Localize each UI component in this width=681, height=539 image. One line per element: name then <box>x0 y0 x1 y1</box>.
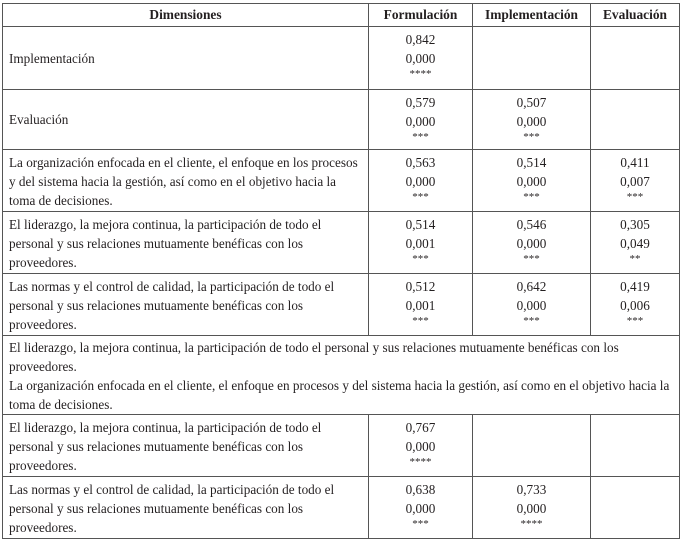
significance: **** <box>409 456 432 468</box>
coef: 0,512 <box>405 279 436 294</box>
evaluation-cell <box>591 477 680 539</box>
span-line-1: El liderazgo, la mejora continua, la participación de todo el personal y sus relaciones mutuamente benéficas con los proveedores. <box>9 340 619 374</box>
coef: 0,514 <box>405 217 436 232</box>
p-value: 0,001 <box>405 236 436 251</box>
implementation-cell <box>473 477 591 539</box>
implementation-cell <box>473 415 591 477</box>
table-row <box>3 90 680 150</box>
coef: 0,514 <box>516 155 547 170</box>
table-row <box>3 415 680 477</box>
significance: *** <box>523 191 540 203</box>
significance: ** <box>629 253 641 265</box>
formulation-cell <box>369 415 473 477</box>
significance: **** <box>409 68 432 80</box>
evaluation-cell <box>591 415 680 477</box>
p-value: 0,000 <box>516 501 547 516</box>
formulation-cell <box>369 90 473 150</box>
significance: *** <box>626 191 644 203</box>
p-value: 0,007 <box>620 174 650 189</box>
p-value: 0,049 <box>620 236 650 251</box>
p-value: 0,001 <box>405 298 436 313</box>
coef: 0,638 <box>405 482 436 497</box>
formulation-cell <box>369 27 473 90</box>
span-row <box>3 336 680 415</box>
significance: *** <box>412 191 429 203</box>
row-label: El liderazgo, la mejora continua, la participación de todo el personal y sus relaciones mutuamente benéficas con los proveedores. <box>3 415 369 477</box>
significance: *** <box>412 518 429 530</box>
formulation-cell <box>369 274 473 336</box>
span-cell <box>3 336 680 415</box>
coef: 0,767 <box>405 420 436 435</box>
formulation-cell <box>369 212 473 274</box>
span-line-2: La organización enfocada en el cliente, el enfoque en procesos y del sistema hacia la gestión, así como en el objetivo hacia la toma de decisiones. <box>9 378 670 412</box>
table-row <box>3 477 680 539</box>
row-label: La organización enfocada en el cliente, el enfoque en los procesos y del sistema hacia la gestión, así como en el objetivo hacia la toma de decisiones. <box>3 150 369 212</box>
evaluation-cell <box>591 150 680 212</box>
row-label: Las normas y el control de calidad, la participación de todo el personal y sus relaciones mutuamente benéficas con los proveedores. <box>3 274 369 336</box>
p-value: 0,000 <box>405 501 436 516</box>
implementation-cell <box>473 90 591 150</box>
p-value: 0,000 <box>405 114 436 129</box>
implementation-cell <box>473 27 591 90</box>
p-value: 0,000 <box>405 51 436 66</box>
table-row <box>3 150 680 212</box>
formulation-cell <box>369 150 473 212</box>
row-label: Las normas y el control de calidad, la participación de todo el personal y sus relaciones mutuamente benéficas con los proveedores. <box>3 477 369 539</box>
p-value: 0,000 <box>516 174 547 189</box>
evaluation-cell <box>591 212 680 274</box>
coef: 0,305 <box>620 217 650 232</box>
header-formulation: Formulación <box>369 4 473 27</box>
significance: *** <box>523 315 540 327</box>
significance: *** <box>412 131 429 143</box>
row-label: El liderazgo, la mejora continua, la participación de todo el personal y sus relaciones mutuamente benéficas con los proveedores. <box>3 212 369 274</box>
coef: 0,733 <box>516 482 547 497</box>
coef: 0,546 <box>516 217 547 232</box>
evaluation-cell <box>591 274 680 336</box>
header-evaluation: Evaluación <box>591 4 680 27</box>
coef: 0,419 <box>620 279 650 294</box>
header-dimensions: Dimensiones <box>3 4 369 27</box>
evaluation-cell <box>591 90 680 150</box>
header-row <box>3 4 680 27</box>
implementation-cell <box>473 150 591 212</box>
evaluation-cell <box>591 27 680 90</box>
p-value: 0,006 <box>620 298 650 313</box>
coef: 0,579 <box>405 95 436 110</box>
implementation-cell <box>473 274 591 336</box>
significance: *** <box>523 253 540 265</box>
table-row <box>3 27 680 90</box>
correlation-table <box>2 3 680 539</box>
row-label: Evaluación <box>3 90 369 150</box>
significance: *** <box>412 253 429 265</box>
p-value: 0,000 <box>516 298 547 313</box>
row-label: Implementación <box>3 27 369 90</box>
table-row <box>3 274 680 336</box>
table-row <box>3 212 680 274</box>
coef: 0,507 <box>516 95 547 110</box>
p-value: 0,000 <box>516 114 547 129</box>
coef: 0,842 <box>405 32 436 47</box>
formulation-cell <box>369 477 473 539</box>
header-implementation: Implementación <box>473 4 591 27</box>
coef: 0,563 <box>405 155 436 170</box>
significance: *** <box>626 315 644 327</box>
p-value: 0,000 <box>405 174 436 189</box>
implementation-cell <box>473 212 591 274</box>
significance: **** <box>520 518 543 530</box>
coef: 0,411 <box>620 155 650 170</box>
coef: 0,642 <box>516 279 547 294</box>
significance: *** <box>523 131 540 143</box>
significance: *** <box>412 315 429 327</box>
p-value: 0,000 <box>516 236 547 251</box>
p-value: 0,000 <box>405 439 436 454</box>
